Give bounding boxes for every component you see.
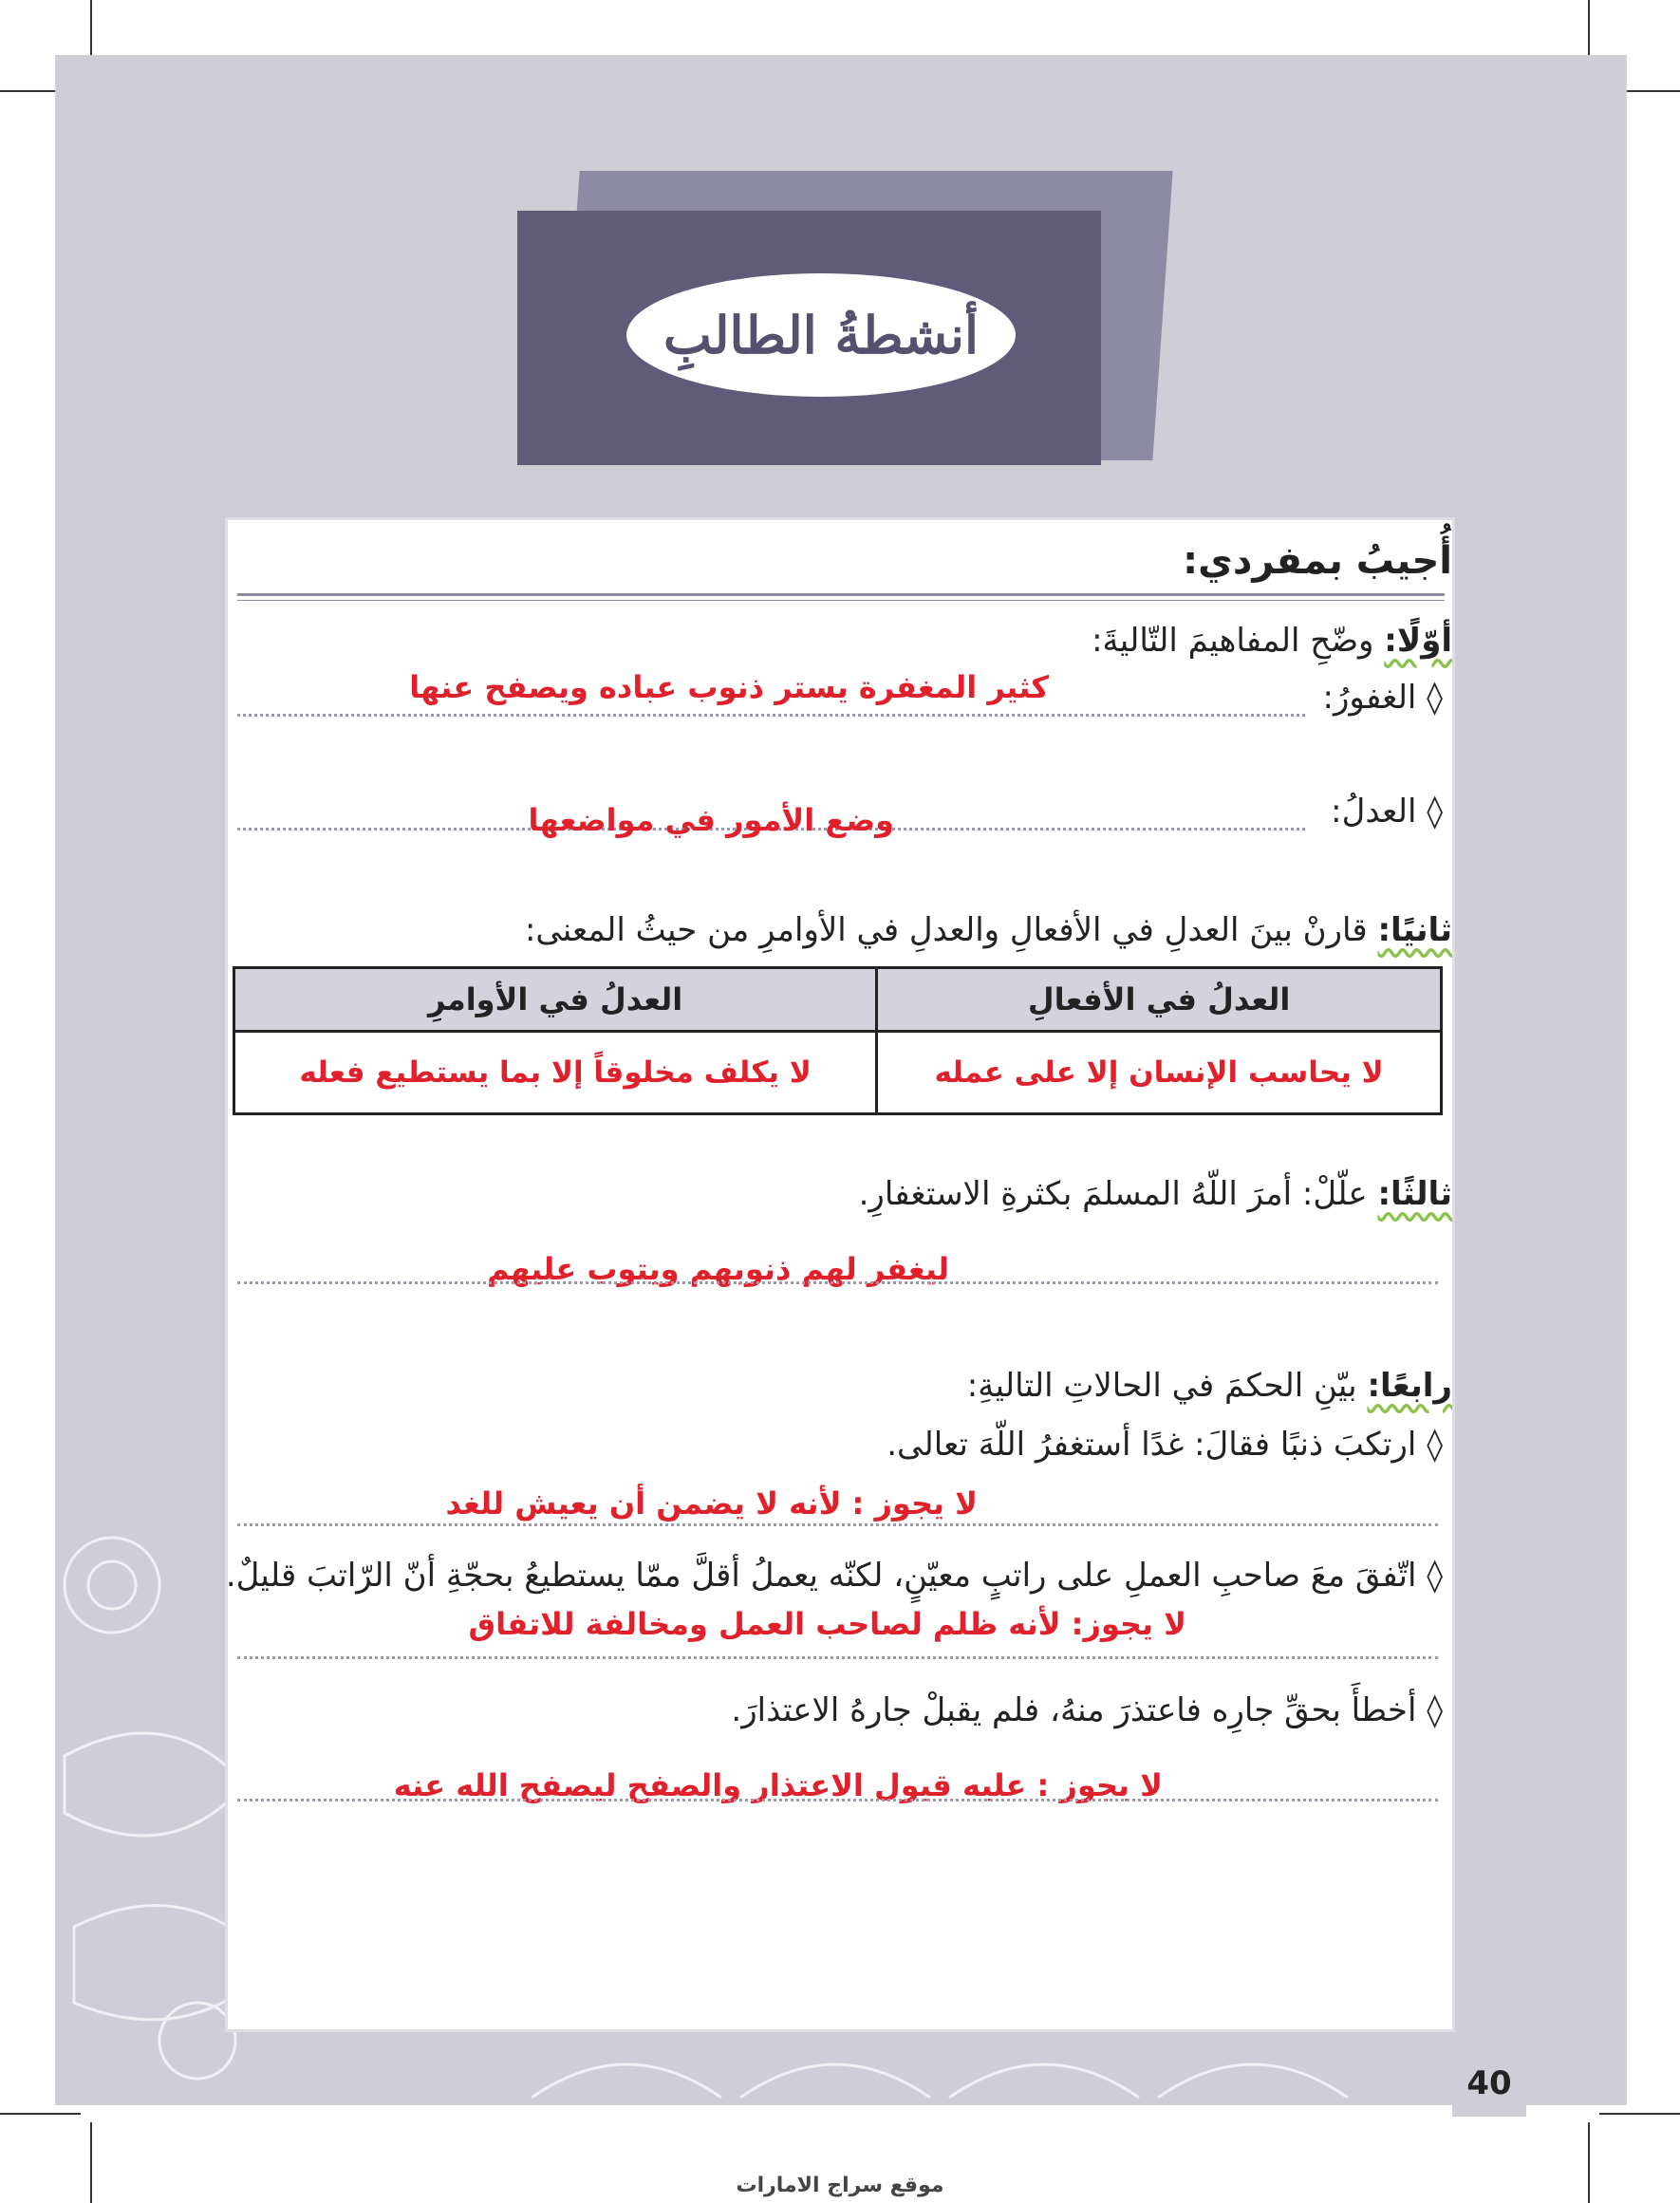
banner-title: أنشطةُ الطالبِ (663, 305, 979, 365)
section2-label: ثانيًا: (1377, 911, 1452, 949)
col-header-actions: العدلُ في الأفعالِ (877, 968, 1442, 1032)
col-header-commands: العدلُ في الأوامرِ (234, 968, 877, 1032)
case2-text: ◊ اتّفقَ معَ صاحبِ العملِ على راتبٍ معيّنٍ، لكنّه يعملُ أقلَّ ممّا يستطيعُ بحجّةِ أنّ الرّاتبَ قليلٌ. (225, 1557, 1443, 1595)
case3-text: ◊ أخطأَ بحقِّ جارِه فاعتذرَ منهُ، فلم يقبلْ جارهُ الاعتذارَ. (731, 1691, 1443, 1729)
section4-question (967, 1367, 1452, 1405)
case1-answer: لا يجوز : لأنه لا يضمن أن يعيش للغد (445, 1485, 978, 1522)
term-adl: ◊ العدلُ: (1331, 793, 1443, 831)
term-ghafoor: ◊ الغفورُ: (1322, 679, 1443, 717)
case1-text: ◊ ارتكبَ ذنبًا فقالَ: غدًا أستغفرُ اللّهَ تعالى. (887, 1426, 1443, 1464)
section3-label: ثالثًا: (1377, 1175, 1452, 1213)
section4-label: رابعًا: (1367, 1367, 1452, 1405)
answer-line (237, 1799, 1438, 1802)
section2-prompt: قارنْ بينَ العدلِ في الأفعالِ والعدلِ في الأوامرِ من حيثُ المعنى: (524, 911, 1368, 949)
section1-label: أوّلًا: (1384, 622, 1452, 660)
heading-divider (237, 593, 1445, 596)
crop-mark (0, 2113, 81, 2115)
answer-ghafoor: كثير المغفرة يستر ذنوب عباده ويصفح عنها (409, 669, 1049, 705)
case2-answer: لا يجوز: لأنه ظلم لصاحب العمل ومخالفة للاتفاق (468, 1606, 1186, 1642)
answer-line (237, 714, 1305, 717)
section3-prompt: علّلْ: أمرَ اللّهُ المسلمَ بكثرةِ الاستغفارِ. (858, 1175, 1368, 1213)
cell-actions-answer: لا يحاسب الإنسان إلا على عمله (877, 1032, 1442, 1114)
footer-credit: موقع سراج الامارات (736, 2174, 944, 2197)
floral-decoration (532, 2031, 1481, 2105)
answer-adl: وضع الأمور في مواضعها (528, 802, 894, 838)
section1-prompt: وضّحِ المفاهيمَ التّاليةَ: (1092, 622, 1374, 660)
page-number: 40 (1452, 2050, 1526, 2117)
section2-question (525, 911, 1452, 949)
case3-answer: لا يجوز : عليه قبول الاعتذار والصفح ليصفح الله عنه (393, 1767, 1163, 1803)
answer-line (237, 1656, 1438, 1659)
crop-mark (1599, 2113, 1680, 2115)
section3-question (859, 1175, 1452, 1213)
section1-question (1092, 622, 1452, 660)
heading-divider (237, 600, 1445, 601)
comparison-table (233, 966, 1443, 1115)
banner-lens (626, 273, 1016, 397)
section4-prompt: بيّنِ الحكمَ في الحالاتِ التاليةِ: (966, 1367, 1357, 1405)
page-heading: أُجيبُ بمفردي: (1183, 539, 1452, 583)
answer-istighfar: ليغفر لهم ذنوبهم ويتوب عليهم (487, 1251, 949, 1287)
answer-line (237, 1523, 1438, 1526)
answer-line (237, 1281, 1438, 1284)
cell-commands-answer: لا يكلف مخلوقاً إلا بما يستطيع فعله (234, 1032, 877, 1114)
